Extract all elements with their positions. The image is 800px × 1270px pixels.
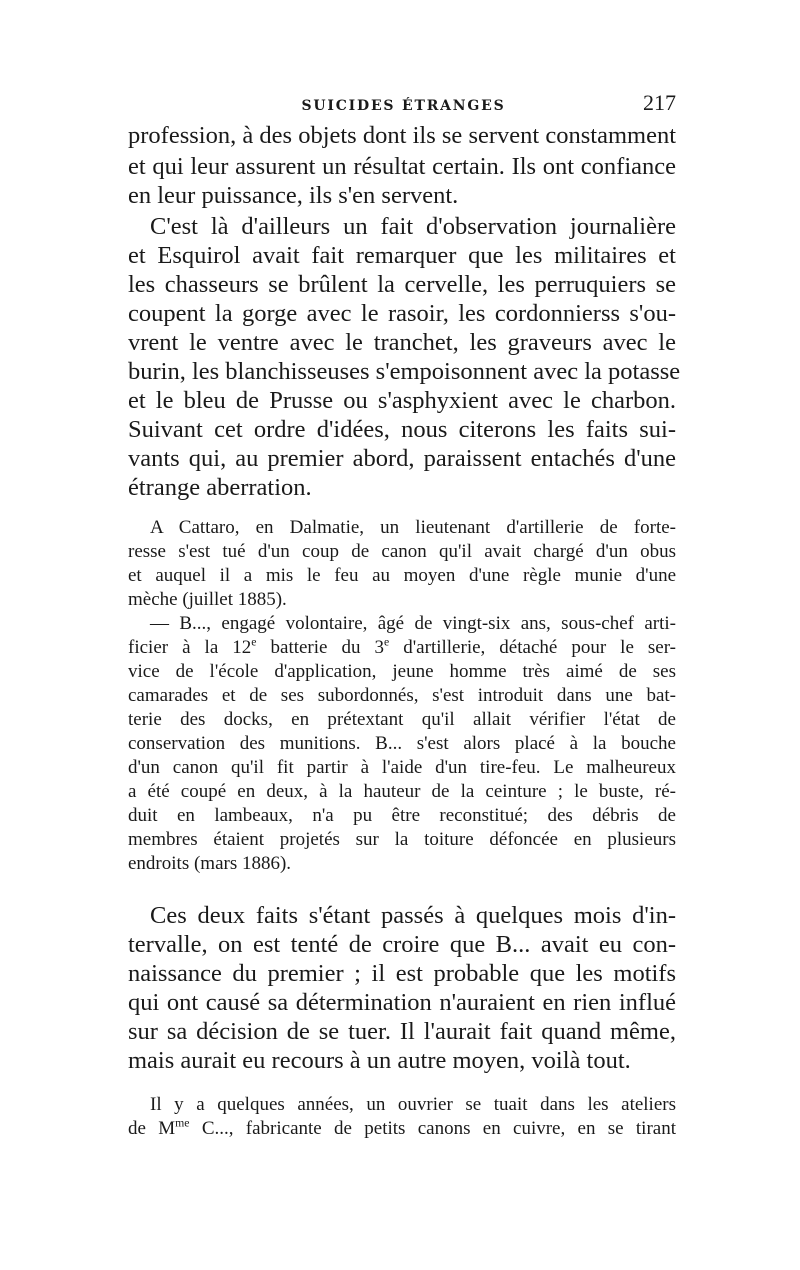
text-line: a été coupé en deux, à la hauteur de la ceinture ; le buste, ré- xyxy=(128,781,676,802)
text-line: coupent la gorge avec le rasoir, les cordonnierss s'ou- xyxy=(128,300,676,327)
text-line: et le bleu de Prusse ou s'asphyxient avec le charbon. xyxy=(128,387,676,414)
text-line: naissance du premier ; il est probable que les motifs xyxy=(128,960,676,987)
text-line: mèche (juillet 1885). xyxy=(128,589,287,610)
text-line: ficier à la 12e batterie du 3e d'artillerie, détaché pour le ser- xyxy=(128,635,676,658)
text-line: — B..., engagé volontaire, âgé de vingt-six ans, sous-chef arti- xyxy=(150,613,676,634)
text-line: endroits (mars 1886). xyxy=(128,853,292,874)
text-line: A Cattaro, en Dalmatie, un lieutenant d'artillerie de forte- xyxy=(150,517,676,538)
text-line: d'un canon qu'il fit partir à l'aide d'un tire-feu. Le malheureux xyxy=(128,757,676,778)
running-header xyxy=(128,90,676,114)
text-line: vants qui, au premier abord, paraissent entachés d'une xyxy=(128,445,676,472)
text-line: camarades et de ses subordonnés, s'est introduit dans une bat- xyxy=(128,685,676,706)
text-line: duit en lambeaux, n'a pu être reconstitué; des débris de xyxy=(128,805,676,826)
page-number: 217 xyxy=(643,90,676,115)
text-line: et Esquirol avait fait remarquer que les militaires et xyxy=(128,242,676,269)
text-line: vrent le ventre avec le tranchet, les graveurs avec le xyxy=(128,329,676,356)
text-line: sur sa décision de se tuer. Il l'aurait fait quand même, xyxy=(128,1018,676,1045)
text-line: Suivant cet ordre d'idées, nous citerons les faits sui- xyxy=(128,416,676,443)
text-line: conservation des munitions. B... s'est alors placé à la bouche xyxy=(128,733,676,754)
text-line: les chasseurs se brûlent la cervelle, les perruquiers se xyxy=(128,271,676,298)
text-line: terie des docks, en prétextant qu'il allait vérifier l'état de xyxy=(128,709,676,730)
running-title: SUICIDES ÉTRANGES xyxy=(301,98,506,114)
text-line: qui ont causé sa détermination n'auraient en rien influé xyxy=(128,989,676,1016)
text-line: Ces deux faits s'étant passés à quelques mois d'in- xyxy=(150,902,676,929)
text-line: en leur puissance, ils s'en servent. xyxy=(128,182,459,209)
text-line: resse s'est tué d'un coup de canon qu'il avait chargé d'un obus xyxy=(128,541,676,562)
text-line: burin, les blanchisseuses s'empoisonnent avec la potasse xyxy=(128,358,681,385)
text-line: Il y a quelques années, un ouvrier se tuait dans les ateliers xyxy=(150,1094,676,1115)
text-line: mais aurait eu recours à un autre moyen, voilà tout. xyxy=(128,1047,631,1074)
text-line: profession, à des objets dont ils se servent constamment xyxy=(128,122,676,149)
text-line: C'est là d'ailleurs un fait d'observation journalière xyxy=(150,213,676,240)
text-line: de $M^{me}$ C..., fabricante de petits canons en cuivre, en se tirant xyxy=(128,1116,676,1139)
text-line: vice de l'école d'application, jeune homme très aimé de ses xyxy=(128,661,676,682)
text-line: membres étaient projetés sur la toiture défoncée en plusieurs xyxy=(128,829,676,850)
text-line: étrange aberration. xyxy=(128,474,312,501)
text-line: tervalle, on est tenté de croire que B... avait eu con- xyxy=(128,931,676,958)
text-line: et qui leur assurent un résultat certain. Ils ont confiance xyxy=(128,153,676,180)
text-line: et auquel il a mis le feu au moyen d'une règle munie d'une xyxy=(128,565,676,586)
